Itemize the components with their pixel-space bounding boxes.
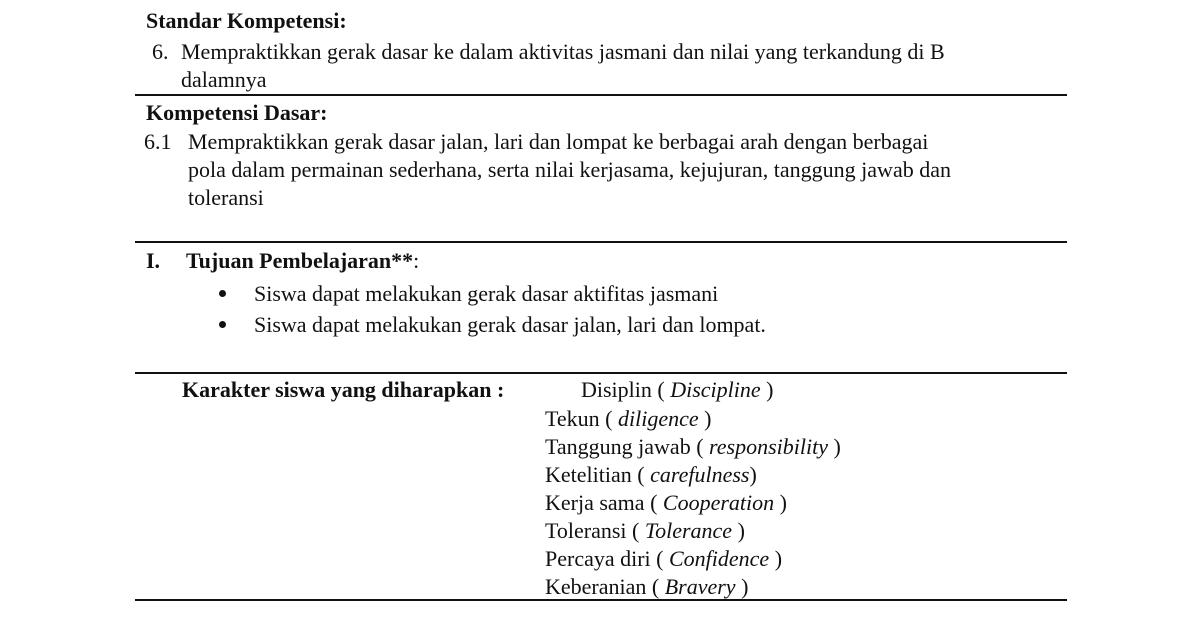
bullet-icon	[219, 321, 226, 328]
karakter-item	[545, 408, 711, 430]
kompetensi-dasar-heading: Kompetensi Dasar:	[146, 100, 328, 125]
karakter-open-paren: (	[690, 434, 710, 459]
kompetensi-dasar-line-3: toleransi	[188, 185, 264, 210]
karakter-word: Kerja sama	[545, 490, 645, 515]
standar-kompetensi-number: 6.	[152, 39, 169, 64]
tujuan-heading-wrap	[186, 250, 419, 272]
standar-kompetensi-line-1: Mempraktikkan gerak dasar ke dalam aktivitas jasmani dan nilai yang terkandung di B	[181, 39, 945, 64]
karakter-open-paren: (	[631, 462, 651, 487]
karakter-label: Karakter siswa yang diharapkan :	[182, 377, 505, 402]
karakter-word: Tanggung jawab	[545, 434, 691, 459]
divider-rule-1	[135, 94, 1067, 96]
karakter-english: diligence	[618, 406, 699, 431]
divider-rule-3	[135, 372, 1067, 374]
karakter-open-paren: (	[646, 574, 665, 599]
karakter-word: Ketelitian	[545, 462, 632, 487]
karakter-close-paren: )	[732, 518, 745, 543]
kompetensi-dasar-number: 6.1	[144, 129, 172, 154]
tujuan-colon: :	[413, 248, 420, 273]
karakter-item	[545, 492, 787, 514]
tujuan-numeral: I.	[146, 248, 161, 273]
tujuan-bullet-1: Siswa dapat melakukan gerak dasar aktifitas jasmani	[254, 281, 719, 306]
karakter-close-paren: )	[735, 574, 749, 599]
tujuan-bullet-2: Siswa dapat melakukan gerak dasar jalan, lari dan lompat.	[254, 312, 766, 337]
karakter-item	[545, 464, 757, 486]
karakter-english: Tolerance	[644, 518, 733, 543]
karakter-close-paren: )	[769, 546, 783, 571]
karakter-open-paren: (	[651, 377, 671, 402]
karakter-word: Percaya diri	[545, 546, 651, 571]
karakter-item	[581, 379, 774, 401]
kompetensi-dasar-line-2: pola dalam permainan sederhana, serta nilai kerjasama, kejujuran, tanggung jawab dan	[188, 157, 951, 182]
karakter-english: Cooperation	[662, 490, 775, 515]
karakter-english: Bravery	[664, 574, 736, 599]
karakter-open-paren: (	[626, 518, 645, 543]
karakter-open-paren: (	[650, 546, 669, 571]
karakter-item	[545, 576, 748, 598]
kompetensi-dasar-line-1: Mempraktikkan gerak dasar jalan, lari dan lompat ke berbagai arah dengan berbagai	[188, 129, 929, 154]
karakter-close-paren: )	[774, 490, 787, 515]
karakter-open-paren: (	[644, 490, 663, 515]
karakter-close-paren: )	[828, 434, 841, 459]
karakter-item	[545, 548, 782, 570]
tujuan-heading: Tujuan Pembelajaran**	[186, 248, 414, 273]
karakter-item	[545, 520, 745, 542]
divider-rule-2	[135, 241, 1067, 243]
karakter-word: Toleransi	[545, 518, 627, 543]
karakter-english: Discipline	[670, 377, 761, 402]
karakter-close-paren: )	[749, 462, 757, 487]
karakter-english: responsibility	[709, 434, 828, 459]
karakter-word: Disiplin	[581, 377, 652, 402]
karakter-word: Keberanian	[545, 574, 647, 599]
karakter-close-paren: )	[760, 377, 774, 402]
standar-kompetensi-line-2: dalamnya	[181, 67, 267, 92]
karakter-english: carefulness	[650, 462, 750, 487]
bullet-icon	[219, 290, 226, 297]
karakter-item	[545, 436, 841, 458]
divider-rule-4	[135, 599, 1067, 601]
standar-kompetensi-heading: Standar Kompetensi:	[146, 8, 347, 33]
karakter-word: Tekun	[545, 406, 600, 431]
karakter-close-paren: )	[698, 406, 712, 431]
karakter-open-paren: (	[599, 406, 618, 431]
karakter-english: Confidence	[669, 546, 770, 571]
